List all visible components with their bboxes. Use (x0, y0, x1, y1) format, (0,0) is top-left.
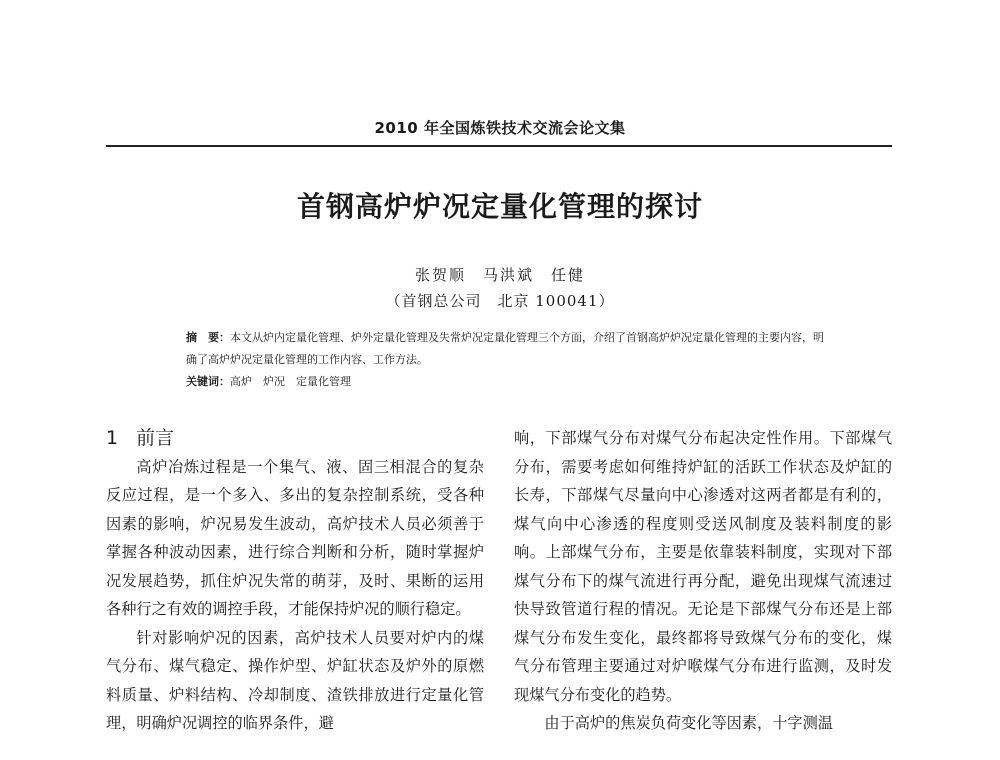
body-paragraph: 由于高炉的焦炭负荷变化等因素，十字测温 (544, 714, 833, 732)
header-rule (106, 145, 892, 147)
body-paragraph: 针对影响炉况的因素，高炉技术人员要对炉内的煤气分布、煤气稳定、操作炉型、炉缸状态及炉外的原燃料质量、炉料结构、冷却制度、渣铁排放进行定量化管理，明确炉况调控的临界条件，避 (106, 628, 484, 732)
section-heading (106, 424, 484, 453)
section-title: 前言 (136, 427, 175, 449)
affiliation: （首钢总公司 北京 100041） (385, 292, 615, 310)
paper-title: 首钢高炉炉况定量化管理的探讨 (296, 190, 703, 223)
left-column (106, 424, 484, 738)
abstract-paragraph (186, 327, 826, 371)
keywords-line (186, 371, 826, 393)
keywords-label: 关键词： (186, 375, 230, 388)
author-list: 张贺顺 马洪斌 任健 (414, 266, 585, 284)
abstract-text: 本文从炉内定量化管理、炉外定量化管理及失常炉况定量化管理三个方面，介绍了首钢高炉炉况定量化管理的主要内容，明确了高炉炉况定量化管理的工作内容、工作方法。 (186, 331, 824, 366)
body-paragraph: 高炉冶炼过程是一个集气、液、固三相混合的复杂反应过程，是一个多入、多出的复杂控制系统，受各种因素的影响，炉况易发生波动，高炉技术人员必须善于掌握各种波动因素，进行综合判断和分析，随时掌握炉况发展趋势，抓住炉况失常的萌芽，及时、果断的运用各种行之有效的调控手段，才能保持炉况的顺行稳定。 (106, 457, 484, 618)
keywords-text: 高炉 炉况 定量化管理 (230, 375, 351, 388)
abstract-block (186, 327, 826, 393)
journal-header: 2010 年全国炼铁技术交流会论文集 (374, 119, 626, 137)
abstract-label: 摘 要： (186, 331, 230, 344)
section-number: 1 (106, 427, 119, 449)
body-paragraph: 响，下部煤气分布对煤气分布起决定性作用。下部煤气分布，需要考虑如何维持炉缸的活跃工作状态及炉缸的长寿，下部煤气尽量向中心渗透对这两者都是有利的，煤气向中心渗透的程度则受送风制度及装料制度的影响。上部煤气分布，主要是依靠装料制度，实现对下部煤气分布下的煤气流进行再分配，避免出现煤气流速过快导致管道行程的情况。无论是下部煤气分布还是上部煤气分布发生变化，最终都将导致煤气分布的变化，煤气分布管理主要通过对炉喉煤气分布进行监测，及时发现煤气分布变化的趋势。 (514, 429, 892, 704)
right-column (514, 424, 892, 738)
